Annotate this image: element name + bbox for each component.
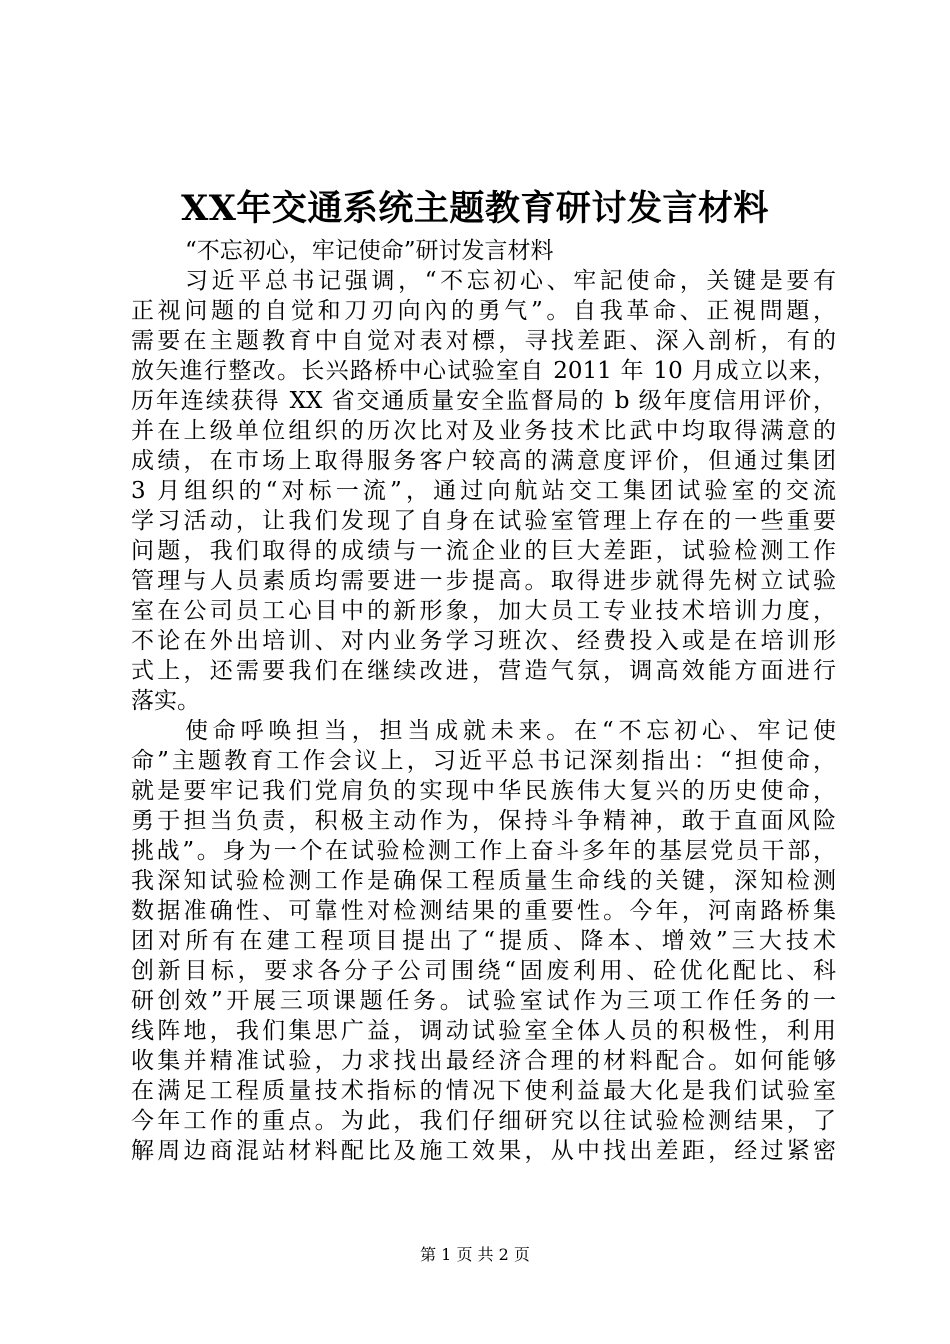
paragraph-line: 学习活动，让我们发现了自身在试验室管理上存在的一些重要 bbox=[131, 508, 836, 534]
paragraph-line: 创新目标，要求各分子公司围绕“固废利用、砼优化配比、科 bbox=[131, 958, 836, 984]
paragraph-line: 需要在主题教育中自觉对表对標，寻找差距、深入剖析，有的 bbox=[131, 328, 836, 354]
paragraph-line: 研创效”开展三项课题任务。试验室试作为三项工作任务的一 bbox=[131, 988, 836, 1014]
paragraph-line: 在满足工程质量技术指标的情况下使利益最大化是我们试验室 bbox=[131, 1078, 836, 1104]
paragraph-2 bbox=[131, 716, 836, 1166]
paragraph-line: 落实。 bbox=[131, 688, 200, 714]
paragraph-line: 不论在外出培训、对内业务学习班次、经费投入或是在培训形 bbox=[131, 628, 836, 654]
paragraph-line: 挑战”。身为一个在试验检测工作上奋斗多年的基层党员干部， bbox=[131, 838, 836, 864]
paragraph-line: 我深知试验检测工作是确保工程质量生命线的关键，深知检测 bbox=[131, 868, 836, 894]
paragraph-line: 式上，还需要我们在继续改进，营造气氛，调高效能方面进行 bbox=[131, 658, 836, 684]
document-title: XX年交通系统主题教育研讨发言材料 bbox=[181, 188, 769, 229]
paragraph-line: 收集并精准试验，力求找出最经济合理的材料配合。如何能够 bbox=[131, 1048, 836, 1074]
paragraph-line: 线阵地，我们集思广益，调动试验室全体人员的积极性，利用 bbox=[131, 1018, 836, 1044]
document-subtitle: “不忘初心，牢记使命”研讨发言材料 bbox=[185, 238, 554, 264]
paragraph-line: 历年连续获得 XX 省交通质量安全监督局的 b 级年度信用评价， bbox=[131, 388, 836, 414]
paragraph-line: 问题，我们取得的成绩与一流企业的巨大差距，试验检测工作 bbox=[131, 538, 836, 564]
paragraph-line: 勇于担当负责，积极主动作为，保持斗争精神，敢于直面风险 bbox=[131, 808, 836, 834]
paragraph-line: 习近平总书记强调，“不忘初心、牢記使命，关键是要有 bbox=[185, 268, 836, 294]
paragraph-line: 团对所有在建工程项目提出了“提质、降本、增效”三大技术 bbox=[131, 928, 836, 954]
document-body bbox=[131, 236, 836, 1166]
paragraph-line: 今年工作的重点。为此，我们仔细研究以往试验检测结果，了 bbox=[131, 1108, 836, 1134]
paragraph-1 bbox=[131, 266, 836, 716]
paragraph-line: 3 月组织的“对标一流”，通过向航站交工集团试验室的交流 bbox=[131, 478, 836, 504]
paragraph-line: 放矢進行整改。长兴路桥中心试验室自 2011 年 10 月成立以来， bbox=[131, 358, 836, 384]
paragraph-line: 解周边商混站材料配比及施工效果，从中找出差距，经过紧密 bbox=[131, 1138, 836, 1164]
page-number: 第 1 页 共 2 页 bbox=[420, 1245, 530, 1264]
paragraph-line: 管理与人员素质均需要进一步提高。取得进步就得先树立试验 bbox=[131, 568, 836, 594]
paragraph-line: 数据准确性、可靠性对检测结果的重要性。今年，河南路桥集 bbox=[131, 898, 836, 924]
paragraph-line: 使命呼唤担当，担当成就未来。在“不忘初心、牢记使 bbox=[185, 718, 836, 744]
paragraph-line: 室在公司员工心目中的新形象，加大员工专业技术培训力度， bbox=[131, 598, 836, 624]
paragraph-line: 并在上级单位组织的历次比对及业务技术比武中均取得满意的 bbox=[131, 418, 836, 444]
paragraph-line: 命”主题教育工作会议上，习近平总书记深刻指出：“担使命， bbox=[131, 748, 836, 774]
paragraph-line: 成绩，在市场上取得服务客户较高的满意度评价，但通过集团 bbox=[131, 448, 836, 474]
paragraph-line: 正视问题的自觉和刀刃向內的勇气”。自我革命、正視問題， bbox=[131, 298, 836, 324]
paragraph-line: 就是要牢记我们党肩负的实现中华民族伟大复兴的历史使命， bbox=[131, 778, 836, 804]
